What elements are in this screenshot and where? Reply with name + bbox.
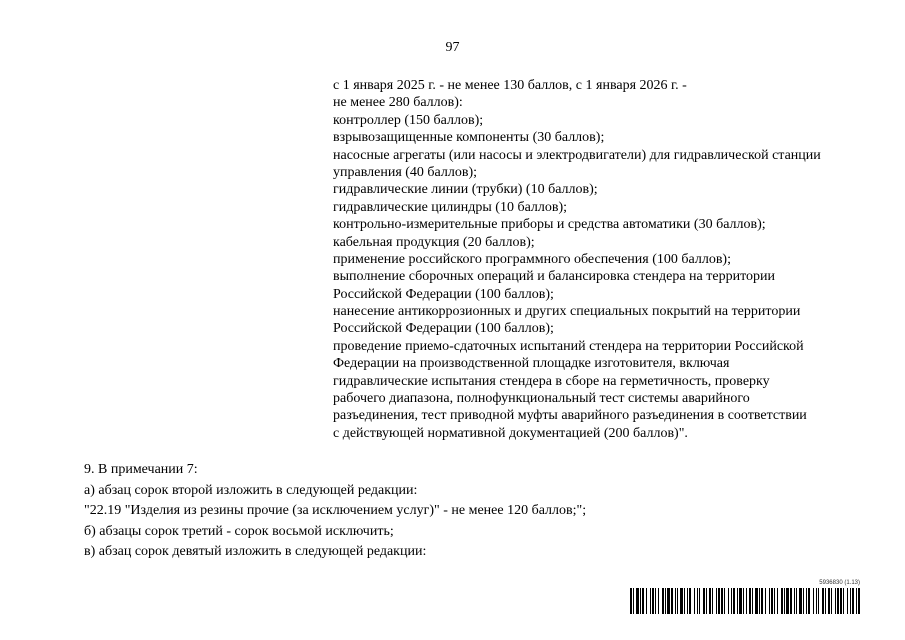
indented-text-line: гидравлические линии (трубки) (10 баллов); xyxy=(333,182,598,198)
page-number: 97 xyxy=(445,40,460,55)
indented-text-line: насосные агрегаты (или насосы и электродвигатели) для гидравлической станции xyxy=(333,147,821,163)
indented-text-line: гидравлические цилиндры (10 баллов); xyxy=(333,199,568,215)
indented-text-line: проведение приемо-сдаточных испытаний стендера на территории Российской xyxy=(333,338,804,354)
main-text-line: "22.19 "Изделия из резины прочие (за исключением услуг)" - не менее 120 баллов;"; xyxy=(84,503,587,518)
indented-text-line: гидравлические испытания стендера в сборе на герметичность, проверку xyxy=(333,373,770,389)
main-text-line: 9. В примечании 7: xyxy=(84,462,198,477)
indented-text-line: Федерации на производственной площадке изготовителя, включая xyxy=(333,356,730,372)
indented-text-line: Российской Федерации (100 баллов); xyxy=(333,321,554,337)
indented-text-block xyxy=(333,77,878,442)
indented-text-line: выполнение сборочных операций и балансировка стендера на территории xyxy=(333,269,775,285)
indented-text-line: рабочего диапазона, полнофункциональный тест системы аварийного xyxy=(333,391,750,407)
barcode-caption: 5936830 (1.13) xyxy=(819,580,860,586)
main-text-line: а) абзац сорок второй изложить в следующей редакции: xyxy=(84,482,418,498)
indented-text-line: разъединения, тест приводной муфты аварийного разъединения в соответствии xyxy=(333,408,807,424)
indented-text-line: Российской Федерации (100 баллов); xyxy=(333,286,554,302)
indented-text-line: взрывозащищенные компоненты (30 баллов); xyxy=(333,130,605,146)
indented-text-line: применение российского программного обеспечения (100 баллов); xyxy=(333,251,731,267)
indented-text-line: управления (40 баллов); xyxy=(333,164,478,180)
main-text-line: б) абзацы сорок третий - сорок восьмой исключить; xyxy=(84,523,394,539)
indented-text-line: нанесение антикоррозионных и других специальных покрытий на территории xyxy=(333,304,801,320)
barcode xyxy=(630,580,860,614)
indented-text-line: не менее 280 баллов): xyxy=(333,95,463,111)
indented-text-line: с 1 января 2025 г. - не менее 130 баллов, с 1 января 2026 г. - xyxy=(333,78,687,93)
main-text-line: в) абзац сорок девятый изложить в следующей редакции: xyxy=(84,544,427,559)
indented-text-line: контроллер (150 баллов); xyxy=(333,112,484,128)
main-text-block xyxy=(84,460,844,563)
barcode-bars xyxy=(630,588,860,614)
indented-text-line: контрольно-измерительные приборы и средства автоматики (30 баллов); xyxy=(333,217,766,233)
indented-text-line: с действующей нормативной документацией (200 баллов)". xyxy=(333,425,688,441)
indented-text-line: кабельная продукция (20 баллов); xyxy=(333,234,535,250)
